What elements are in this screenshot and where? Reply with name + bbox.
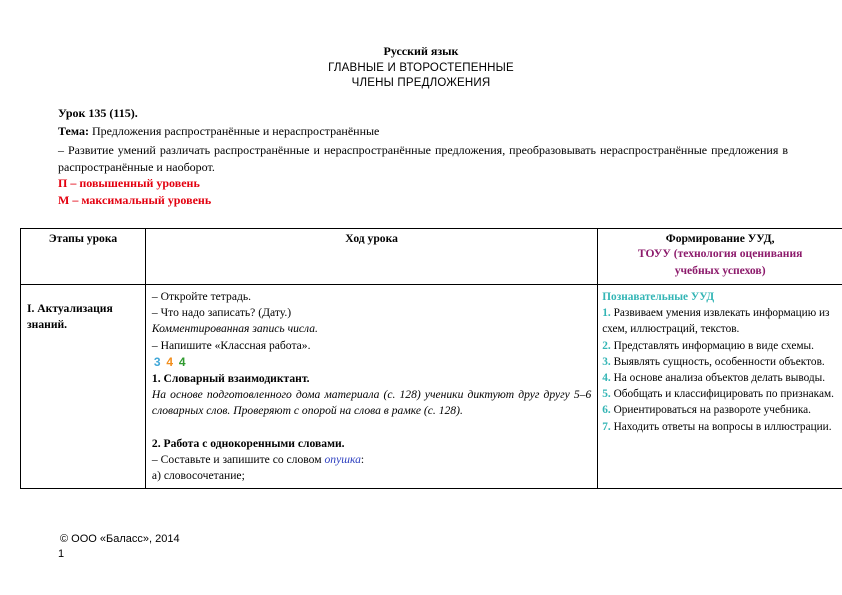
level-marker-4-green: 4 [178,354,186,369]
uud-cell [598,285,842,489]
course-content [146,285,597,488]
uud-item [602,386,838,402]
copyright: © ООО «Баласс», 2014 [60,533,180,545]
uud-content [598,285,842,439]
lesson-goal: – Развитие умений различать распространённые и нераспространённые предложения, преобразовывать нераспространённые предложения в распространённые и наоборот. [58,143,788,174]
header-touu-line-2: учебных успехов) [674,264,766,277]
uud-item-number: 2. [602,339,611,352]
uud-item-text: Обобщать и классифицировать по признакам. [613,388,834,401]
course-cell [145,285,597,489]
uud-item [602,354,838,370]
uud-item [602,305,838,337]
course-line: – Напишите «Классная работа». [151,338,311,352]
uud-item [602,338,838,354]
uud-item [602,402,838,418]
section-2-colon: : [360,452,365,466]
header-course [145,229,597,285]
uud-item [602,370,838,386]
subject-title: Русский язык [383,44,459,58]
header-stages-label: Этапы урока [48,232,118,245]
table-header-row [21,229,842,285]
header-touu-line-1: ТОУУ (технология оценивания [637,247,803,260]
uud-item-text: Находить ответы на вопросы в иллюстрации. [613,420,832,433]
lesson-number: Урок 135 (115). [58,106,138,120]
section-2-line-2: а) словосочетание; [151,469,245,483]
uud-item [602,419,838,435]
page-number: 1 [58,548,65,560]
stage-cell [21,285,146,489]
page-title-line-2: ЧЛЕНЫ ПРЕДЛОЖЕНИЯ [351,77,491,89]
level-markers [152,354,591,371]
section-1-text: На основе подготовленного дома материала (с. 128) ученики диктуют друг другу 5–6 словарных слов. Проверяют с опорой на слова в рамке (с. 128). [151,388,592,418]
uud-item-text: Представлять информацию в виде схемы. [613,339,814,352]
uud-heading: Познавательные УУД [602,291,715,303]
course-line: Комментированная запись числа. [151,322,318,336]
header-stages [21,229,146,285]
level-p: П – повышенный уровень [58,176,200,190]
uud-item-number: 6. [602,404,611,417]
uud-list [602,305,838,435]
page-title-line-1: ГЛАВНЫЕ И ВТОРОСТЕПЕННЫЕ [328,62,514,74]
header-course-label: Ход урока [345,232,398,245]
section-1-title: 1. Словарный взаимодиктант. [151,372,310,386]
section-2-text: – Составьте и запишите со словом [151,452,325,466]
section-2-title: 2. Работа с однокоренными словами. [151,436,345,450]
section-2-line-1 [152,452,591,468]
uud-item-number: 3. [602,355,611,368]
course-line: – Что надо записать? (Дату.) [151,306,292,320]
uud-item-number: 4. [602,372,611,385]
level-marker-4-orange: 4 [166,354,174,369]
uud-item-number: 5. [602,388,611,401]
uud-item-text: На основе анализа объектов делать выводы. [613,372,826,385]
lesson-topic [58,124,379,139]
highlight-word: опушка [324,452,361,466]
uud-item-text: Выявлять сущность, особенности объектов. [613,355,825,368]
header-uud-label: Формирование УУД, [665,232,775,245]
course-line: – Откройте тетрадь. [151,290,252,303]
uud-item-number: 7. [602,420,611,433]
topic-label: Тема: [58,124,89,138]
header-uud [598,229,842,285]
uud-item-text: Развиваем умения извлекать информацию из схем, иллюстраций, текстов. [602,307,830,336]
lesson-table [20,228,842,489]
uud-item-number: 1. [602,307,611,320]
level-m: М – максимальный уровень [58,193,212,207]
table-row [21,285,842,489]
stage-label: I. Актуализация знаний. [27,302,113,332]
level-marker-3: 3 [153,354,161,369]
uud-item-text: Ориентироваться на развороте учебника. [613,404,811,417]
topic-text: Предложения распространённые и нераспространённые [91,124,380,138]
